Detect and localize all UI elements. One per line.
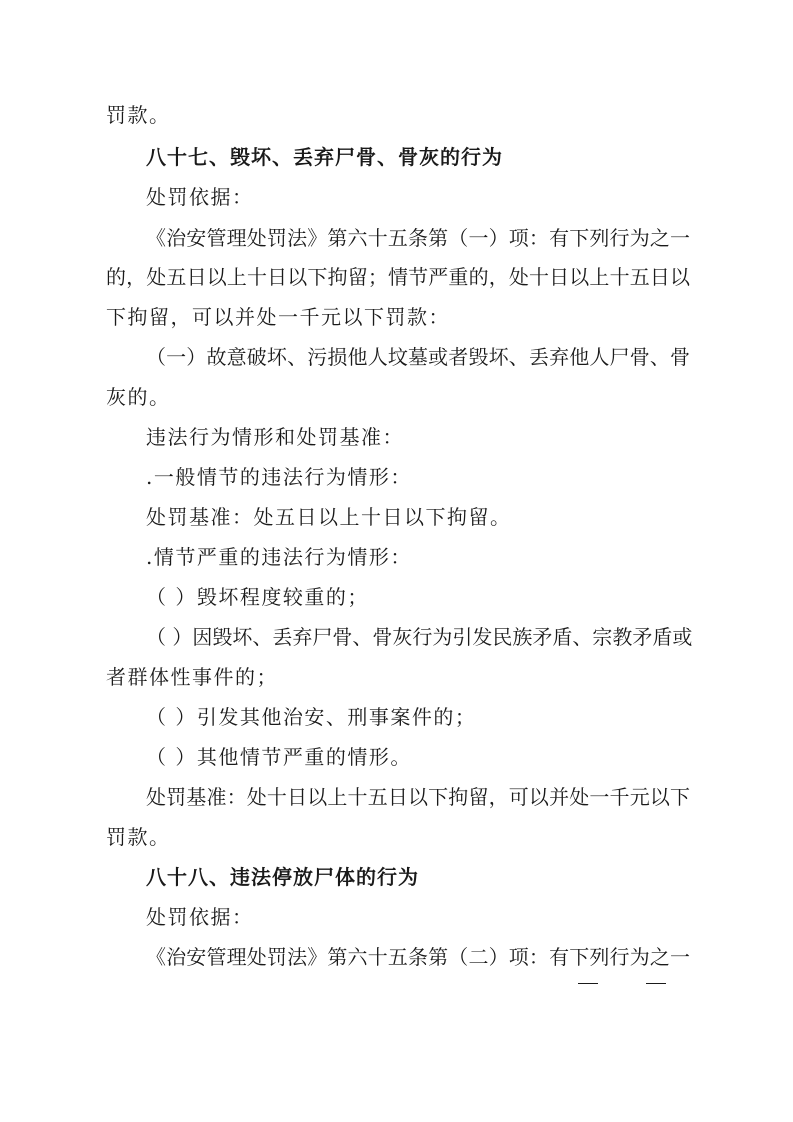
page-number-text (578, 967, 580, 968)
text-line: （ ）其他情节严重的情形。 (146, 745, 412, 769)
text-line: （一）故意破坏、污损他人坟墓或者毁坏、丢弃他人尸骨、骨 (146, 345, 690, 369)
text-line: 下拘留，可以并处一千元以下罚款： (106, 305, 450, 329)
text-line: 《治安管理处罚法》第六十五条第（一）项：有下列行为之一 (146, 226, 690, 250)
text-line: 罚款。 (106, 103, 171, 127)
text-line: 者群体性事件的； (106, 665, 278, 689)
text-line: .情节严重的违法行为情形： (146, 545, 412, 569)
text-line: 处罚依据： (146, 905, 254, 929)
text-line: 罚款。 (106, 825, 171, 849)
page-dash-left (578, 983, 598, 984)
text-line: 的，处五日以上十日以下拘留；情节严重的，处十日以上十五日以 (106, 265, 690, 289)
text-line: 违法行为情形和处罚基准： (146, 425, 404, 449)
text-line: 灰的。 (106, 385, 171, 409)
text-line: 处罚基准：处五日以上十日以下拘留。 (146, 505, 512, 529)
text-line: .一般情节的违法行为情形： (146, 465, 412, 489)
text-line: 处罚依据： (146, 185, 254, 209)
section-heading-88: 八十八、违法停放尸体的行为 (146, 865, 419, 889)
text-line: （ ）毁坏程度较重的； (146, 585, 369, 609)
text-line: （ ）因毁坏、丢弃尸骨、骨灰行为引发民族矛盾、宗教矛盾或 (146, 625, 693, 649)
text-line: 处罚基准：处十日以上十五日以下拘留，可以并处一千元以下 (146, 785, 690, 809)
text-line: 《治安管理处罚法》第六十五条第（二）项：有下列行为之一 (146, 945, 690, 969)
page-number-marks (578, 967, 668, 997)
text-line: （ ）引发其他治安、刑事案件的； (146, 705, 477, 729)
page-dash-right (646, 983, 666, 984)
section-heading-87: 八十七、毁坏、丢弃尸骨、骨灰的行为 (146, 145, 503, 169)
